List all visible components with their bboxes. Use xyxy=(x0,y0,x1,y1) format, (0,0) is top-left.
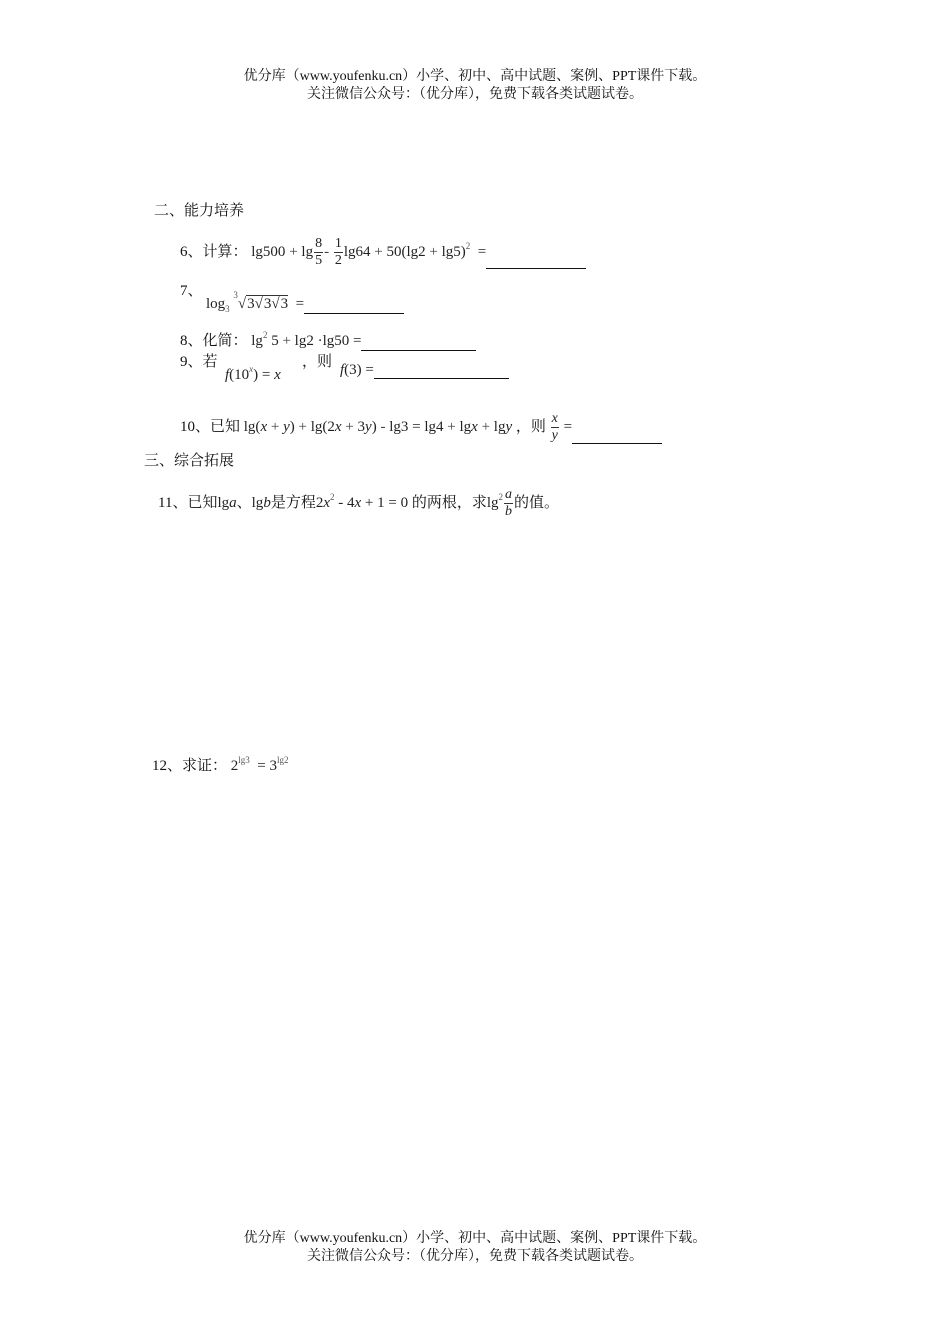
question-7-expression: $\log_3 ^3√3√3√3$ = xyxy=(206,290,404,314)
question-11: 11、已知lga、lgb是方程$2x^2 - 4x + 1 = 0$ 的两根，求$\lg^2$ $\frac{a}{b}$ 的值。 xyxy=(158,487,560,520)
question-9-mid: ，则 xyxy=(302,354,333,370)
question-8-expression: $\lg^2 5 + \lg 2 \cdot\lg 50$ = xyxy=(251,330,362,349)
question-11-mid: 是方程 xyxy=(270,495,316,511)
question-10: 10、已知 lg(x + y) + lg(2x + 3y) - lg3 = lg4 + lgx + lgy ，则 $\frac{x}{y}$ = xyxy=(180,411,662,444)
answer-blank-8[interactable] xyxy=(361,334,476,351)
question-11-mid2: 的两根，求 xyxy=(411,495,487,511)
question-10-label: 10、已知 xyxy=(180,418,241,435)
question-12-expression: $2^{lg3} = 3^{lg2}$ xyxy=(230,755,289,774)
answer-blank-9[interactable] xyxy=(374,362,509,379)
answer-blank-6[interactable] xyxy=(486,252,586,269)
section-title-ability: 二、能力培养 xyxy=(154,203,245,219)
question-6-expression: lg500 + lg $\frac{8}{5}$ - $\frac{1}{2}$ $\lg 64 + 50(\lg 2 + \lg 5)^2$ = xyxy=(251,236,487,269)
question-8-label: 8、化简： xyxy=(180,333,248,349)
header-line-2: 关注微信公众号：（优分库），免费下载各类试题试卷。 xyxy=(307,87,643,102)
question-11-equation: $2x^2 - 4x + 1 = 0$ xyxy=(315,492,409,511)
footer-line-1: 优分库（www.youfenku.cn）小学、初中、高中试题、案例、PPT课件下载。 xyxy=(243,1231,707,1246)
question-12 xyxy=(152,750,289,776)
question-6-label: 6、计算： xyxy=(180,244,248,260)
question-8 xyxy=(180,325,476,351)
question-10-mid: ，则 xyxy=(515,418,546,435)
answer-blank-10[interactable] xyxy=(572,427,662,444)
question-11-label: 11、已知 xyxy=(158,495,218,511)
question-6 xyxy=(180,236,586,269)
question-9-label: 9、若 xyxy=(180,354,218,370)
question-12-label: 12、求证： xyxy=(152,758,228,774)
question-9-condition: $f(10^x) = x$ xyxy=(225,364,281,383)
answer-blank-7[interactable] xyxy=(304,297,404,314)
header-line-1: 优分库（www.youfenku.cn）小学、初中、高中试题、案例、PPT课件下载。 xyxy=(243,69,707,84)
question-9-target: f(3) = xyxy=(340,361,509,379)
question-11-sep: 、 xyxy=(236,495,252,511)
question-7 xyxy=(180,281,203,301)
section-title-extension: 三、综合拓展 xyxy=(144,453,235,469)
question-11-end: 的值。 xyxy=(514,495,560,511)
question-7-label: 7、 xyxy=(180,283,203,299)
question-10-expression: lg(x + y) + lg(2x + 3y) - lg3 = lg4 + lgx + lgy xyxy=(243,418,513,435)
footer-line-2: 关注微信公众号：（优分库），免费下载各类试题试卷。 xyxy=(307,1249,643,1264)
